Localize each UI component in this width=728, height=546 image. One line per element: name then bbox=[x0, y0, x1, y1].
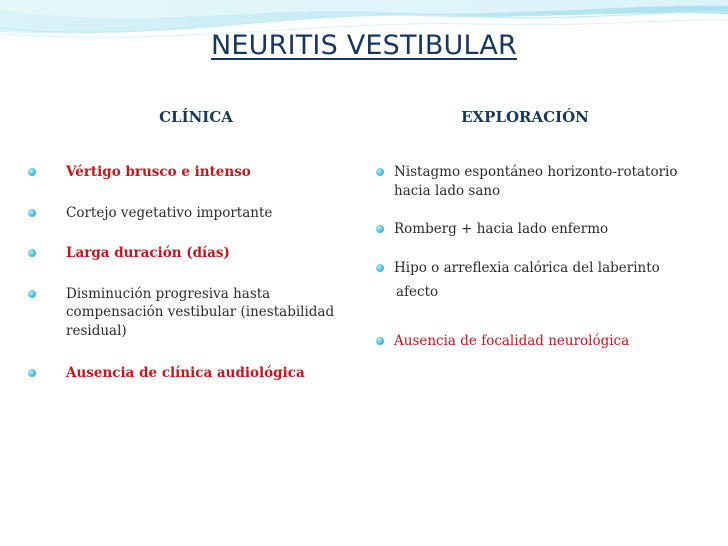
clinica-list bbox=[22, 163, 342, 383]
column-heading-exploracion: EXPLORACIÓN bbox=[461, 108, 589, 126]
bullet-icon bbox=[28, 168, 36, 176]
list-item-text: Larga duración (días) bbox=[66, 245, 230, 261]
list-item bbox=[376, 163, 706, 200]
list-item bbox=[376, 220, 706, 239]
list-item-text: Romberg + hacia lado enfermo bbox=[394, 221, 609, 237]
list-item bbox=[22, 244, 342, 263]
list-item bbox=[22, 364, 342, 383]
bullet-icon bbox=[376, 225, 384, 233]
list-item-text: Hipo o arreflexia calórica del laberinto bbox=[394, 259, 660, 276]
list-item-text: Ausencia de clínica audiológica bbox=[66, 365, 305, 381]
list-item-text: Nistagmo espontáneo horizonto-rotatorio hacia lado sano bbox=[394, 164, 678, 199]
list-item-continuation bbox=[376, 283, 706, 302]
bullet-icon bbox=[28, 209, 36, 217]
list-item bbox=[376, 332, 706, 351]
bullet-icon bbox=[28, 249, 36, 257]
bullet-icon bbox=[28, 290, 36, 298]
list-item-text: Cortejo vegetativo importante bbox=[66, 204, 273, 221]
list-item bbox=[22, 204, 342, 223]
slide-title: NEURITIS VESTIBULAR bbox=[210, 30, 518, 61]
bullet-icon bbox=[28, 369, 36, 377]
column-heading-clinica: CLÍNICA bbox=[159, 108, 233, 126]
list-item bbox=[22, 285, 342, 341]
exploracion-list bbox=[376, 163, 706, 350]
list-item bbox=[376, 259, 706, 278]
list-item-text: afecto bbox=[396, 284, 439, 300]
bullet-icon bbox=[376, 168, 384, 176]
list-item-text: Ausencia de focalidad neurológica bbox=[394, 332, 630, 349]
list-item bbox=[22, 163, 342, 182]
list-item-text: Disminución progresiva hasta compensación vestibular (inestabilidad residual) bbox=[66, 285, 335, 339]
list-item-text: Vértigo brusco e intenso bbox=[66, 164, 251, 180]
bullet-icon bbox=[376, 337, 384, 345]
bullet-icon bbox=[376, 264, 384, 272]
